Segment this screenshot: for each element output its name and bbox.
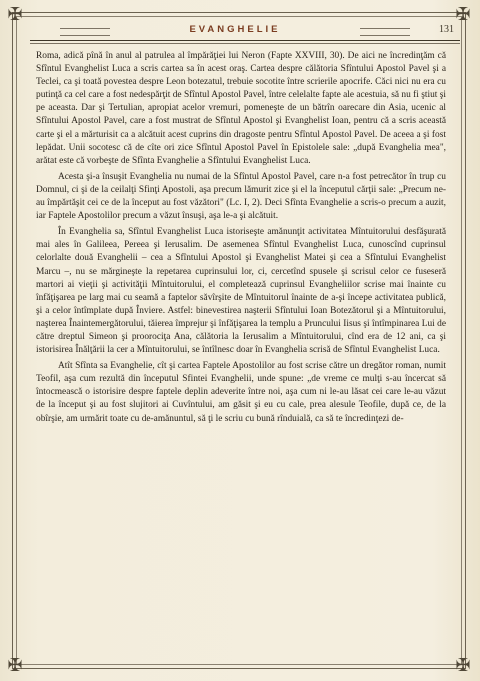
paragraph: Atît Sfînta sa Evanghelie, cît şi cartea Faptele Apostolilor au fost scrise către un dregător roman, numit Teofil, aşa cum rezultă din începutul Sfintei Evanghelii, unde spune: „de vreme ce mulţi s-au încercat să întocmească o istorisire despre faptele deplin adeverite între noi, aşa cum ni le-au lăsat cei care le-au văzut de la început şi au fost slujitori ai Cuvîntului, am găsit şi eu cu cale, prea alesule Teofile, după ce, de la obîrşie, am urmărit toate cu de-amănuntul, să ţi le scriu cu bună rînduială, ca să te încredinţezi de- xyxy=(36,361,446,424)
body-text xyxy=(36,50,446,426)
paragraph: În Evanghelia sa, Sfîntul Evanghelist Luca istoriseşte amănunţit activitatea Mîntuitorului desfăşurată mai ales în Galileea, Pereea şi Ierusalim. De asemenea Sfîntul Evanghelist Luca, cunoscînd cuprinsul celorlalte două Evanghelii – cea a Sfîntului Apostol şi Evanghelist Matei şi cea a Sfîntului Evanghelist Marcu –, nu se mărgineşte la repetarea cuprinsului lor, ci, cercetînd spusele şi scrisul celor ce fuseseră martori ai vieţii şi activităţii Mîntuitorului, el completează cuprinsul Evangheliilor scrise mai înainte cu înfăţişarea pe larg mai cu seamă a faptelor săvîrşite de Mîntuitorul înainte de a-şi începe activitatea publică, şi a celor întîmplate după Înviere. Astfel: binevestirea naşterii Sfîntului Ioan Botezătorul şi a Mîntuitorului, naşterea Înaintemergătorului, tăierea împrejur şi înfăţişarea la templu a Pruncului Iisus şi întîmpinarea Lui de către dreptul Simeon şi proorociţa Ana, călătoria la Ierusalim a Mîntuitorului, cînd era de 12 ani, ca şi istorisirea Înălţării la cer a Mîntuitorului, se întîlnesc doar în Evanghelia scrisă de Sfîntul Evanghelist Luca. xyxy=(36,227,446,356)
page-number: 131 xyxy=(439,24,454,35)
header-rule xyxy=(30,40,460,41)
header-ornament-right xyxy=(360,28,410,36)
corner-ornament-top-left: ✠ xyxy=(7,4,23,25)
header-ornament-left xyxy=(60,28,110,36)
header-rule-secondary xyxy=(30,43,460,44)
paragraph: Roma, adică pînă în anul al patrulea al împărăţiei lui Neron (Fapte XXVIII, 30). De aici ne încredinţăm că Sfîntul Evanghelist Luca a scris cartea sa în acest oraş. Cartea despre călătoria Sfîntului Apostol Pavel şi a Teclei, ca şi toată povestea despre Leon botezatul, trebuie socotite între scrierile apocrife. Căci nici nu era cu putinţă ca cel care a fost nedespărţit de Sfîntul Apostol Pavel, între celelalte fapte ale acestuia, să nu fi ştiut şi pe aceasta. Dar şi Tertulian, apropiat acelor vremuri, pomeneşte de un bătrîn oarecare din Asia, ucenic al Sfîntului Apostol Pavel, care a fost mustrat de Sfîntul Apostol şi Evanghelist Ioan, pentru că a scris această carte şi el a mărturisit ca a alcătuit acest cuprins din dragoste pentru Sfîntul Apostol Pavel. De aceea a şi fost lepădat. Unii socotesc că de cîte ori zice Sfîntul Apostol Pavel în Epistolele sale: „după Evanghelia mea", arătat este că vorbeşte de Sfînta Evanghelie a Sfîntului Evanghelist Luca. xyxy=(36,51,446,166)
running-title: EVANGHELIE xyxy=(189,24,281,35)
corner-ornament-top-right: ✠ xyxy=(455,4,471,25)
corner-ornament-bottom-left: ✠ xyxy=(7,655,23,676)
paragraph: Acesta şi-a însuşit Evanghelia nu numai de la Sfîntul Apostol Pavel, care n-a fost petrecător în trup cu Domnul, ci şi de la ceilalţi Sfinţi Apostoli, aşa precum lămurit zice şi el la începutul cărţii sale: „Precum ne-au împărtăşit cei ce de la început au fost văzători" (Lc. I, 2). Deci Sfînta Evanghelie a scris-o precum a auzit, iar Faptele Apostolilor precum a văzut însuşi, aşa le-a şi alcătuit. xyxy=(36,171,446,222)
corner-ornament-bottom-right: ✠ xyxy=(455,655,471,676)
